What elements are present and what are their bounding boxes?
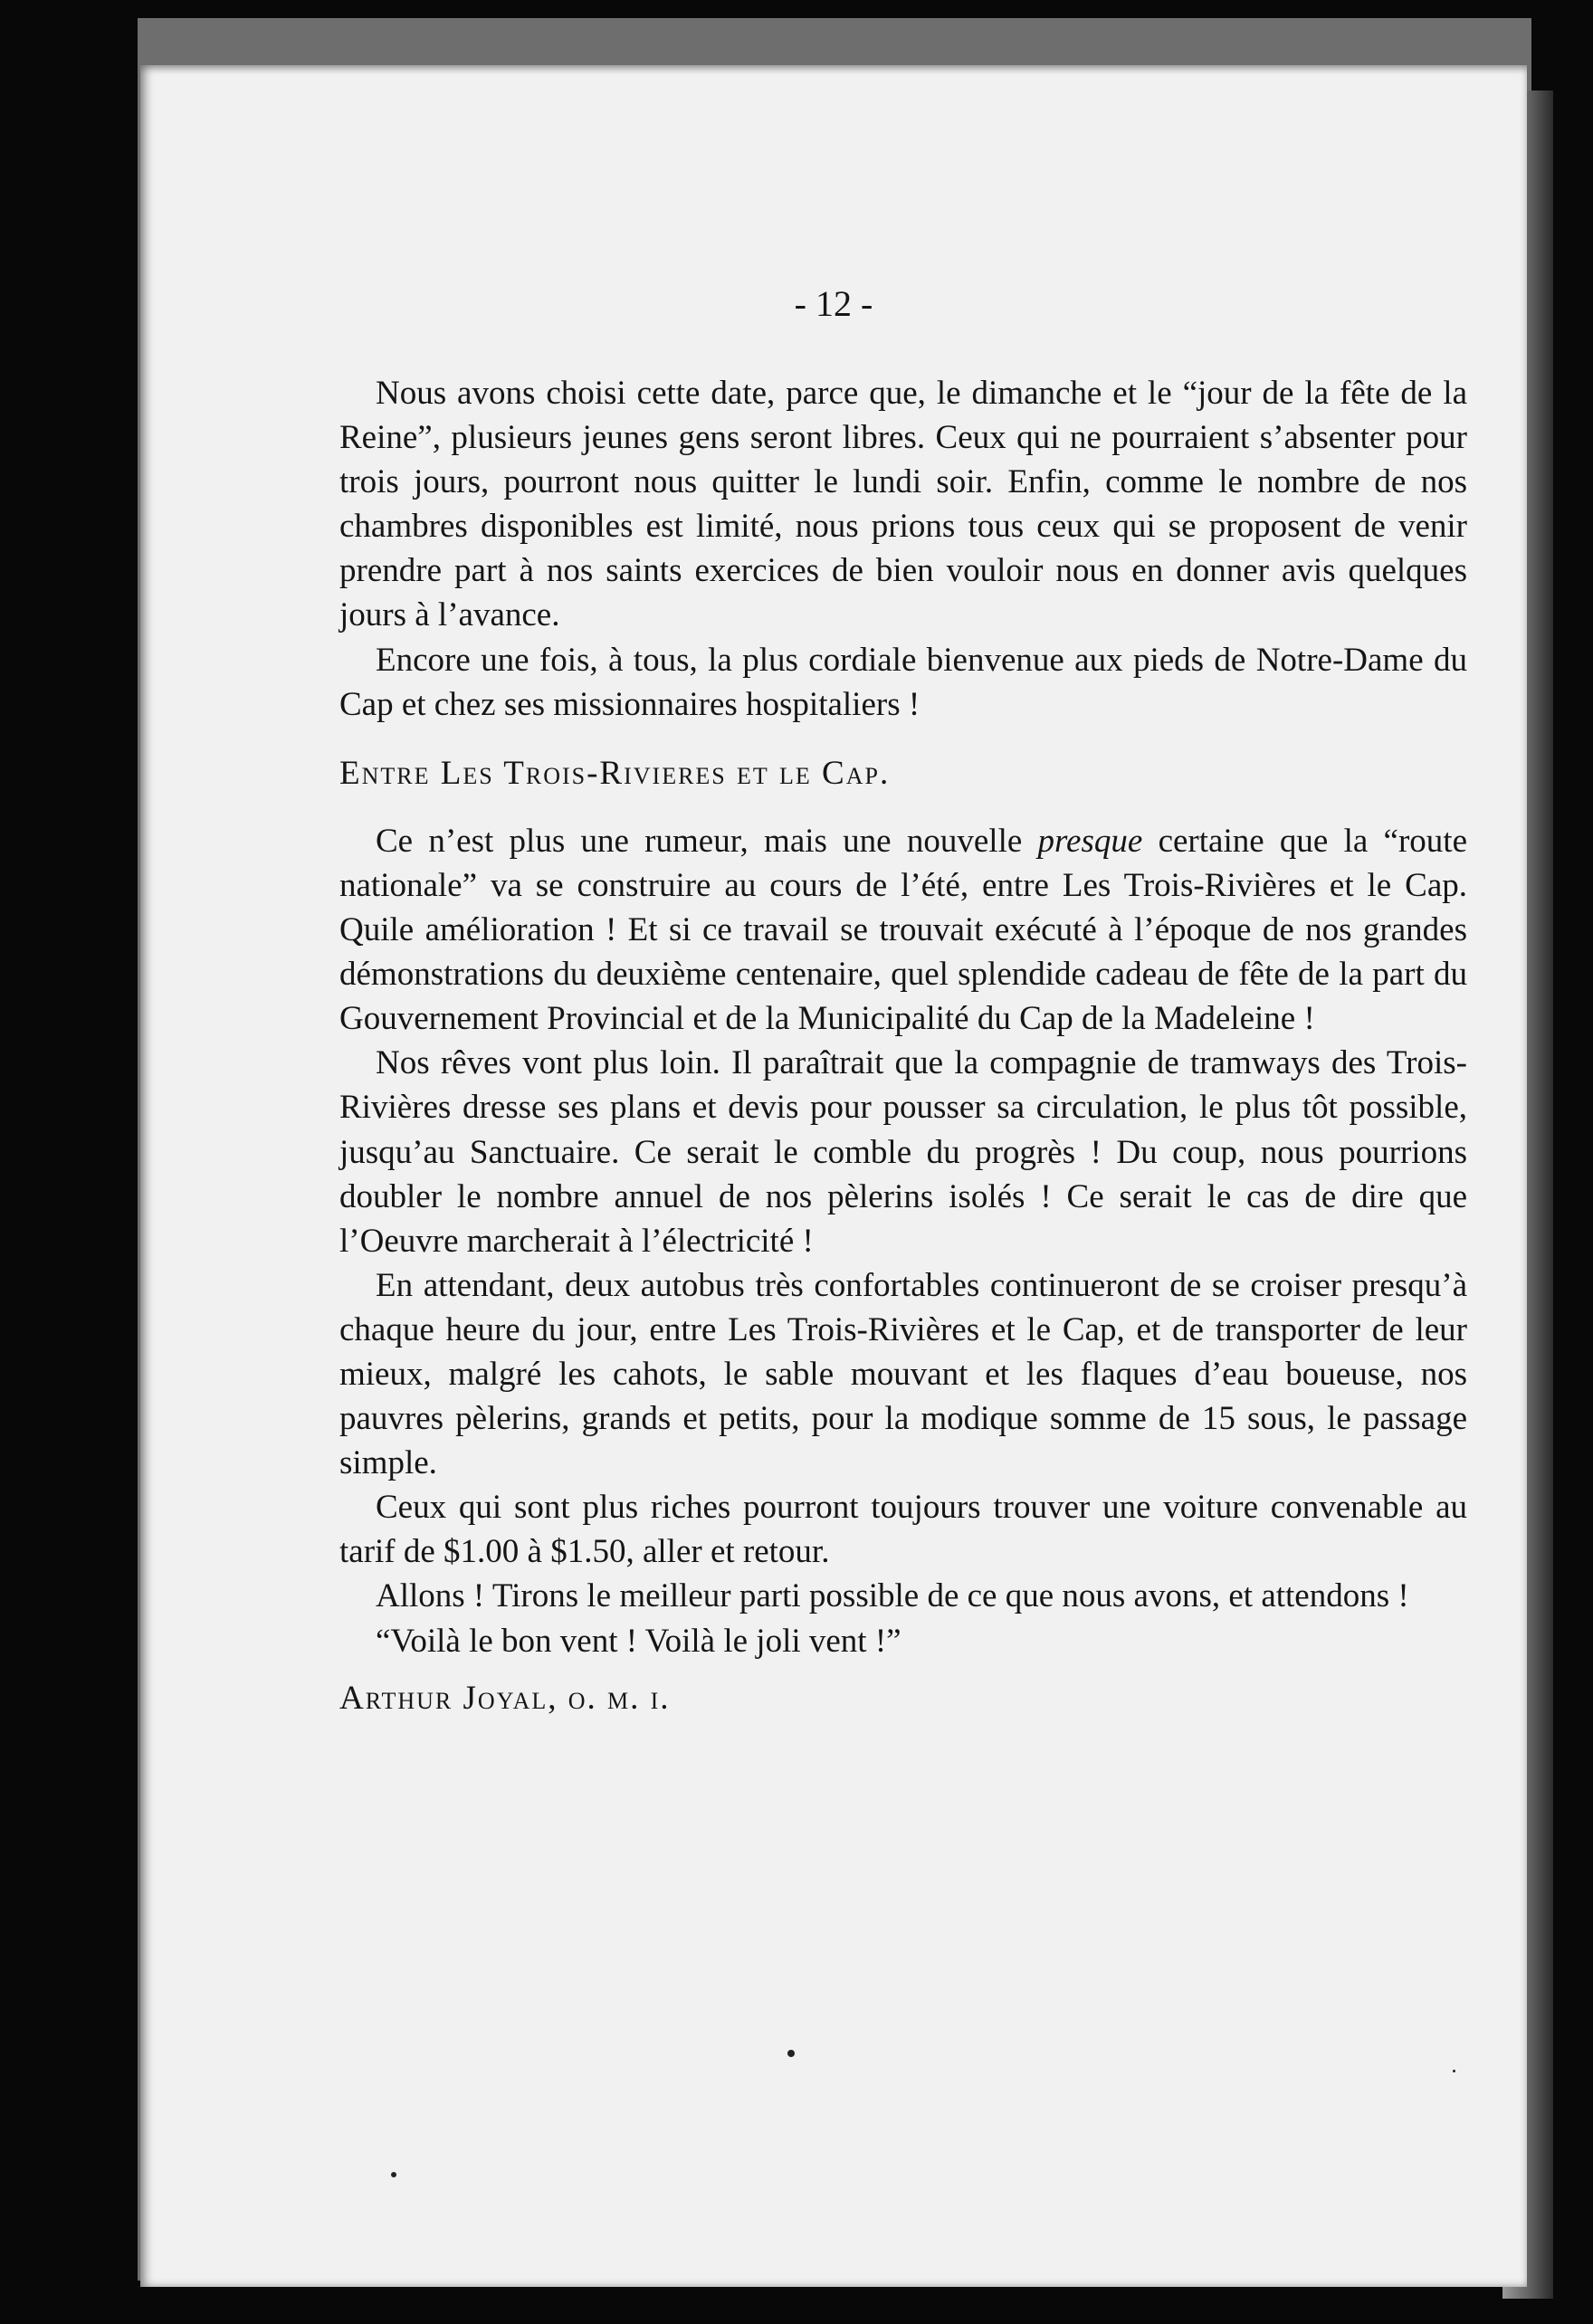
paragraph-national-road-text-2: certaine que la “route nationale” va se construire au cours de l’été, entre Les Trois-Rivières et le Cap. Quile amélioration ! Et si ce travail se trouvait exécuté à l’époque de nos grandes démonstrations du deuxième centenaire, quel splendide cadeau de fête de la part du Gouvernement Provincial et de la Municipalité du Cap de la Madeleine !	[339, 822, 1467, 1038]
page-body	[339, 371, 1467, 1720]
paragraph-autobus: En attendant, deux autobus très confortables continueront de se croiser presqu’à chaque heure du jour, entre Les Trois-Rivières et le Cap, et de transporter de leur mieux, malgré les cahots, le sable mouvant et les flaques d’eau boueuse, nos pauvres pèlerins, grands et petits, pour la modique somme de 15 sous, le passage simple.	[339, 1266, 1467, 1482]
author-signature: Arthur Joyal, o. m. i.	[339, 1679, 671, 1717]
emphasized-word: presque	[1037, 822, 1143, 860]
ink-speck	[1453, 2070, 1455, 2072]
ink-speck	[391, 2172, 396, 2177]
paragraph-national-road-text-1: Ce n’est plus une rumeur, mais une nouvelle	[376, 822, 1038, 860]
page-number: - 12 -	[794, 283, 873, 324]
section-heading: Entre Les Trois-Rivieres et le Cap.	[339, 754, 891, 792]
paragraph-quote: “Voilà le bon vent ! Voilà le joli vent !”	[376, 1622, 901, 1660]
paragraph-allons: Allons ! Tirons le meilleur parti possible de ce que nous avons, et attendons !	[376, 1577, 1409, 1615]
paragraph-welcome: Encore une fois, à tous, la plus cordiale bienvenue aux pieds de Notre-Dame du Cap et chez ses missionnaires hospitaliers !	[339, 641, 1467, 723]
ink-speck	[787, 2050, 795, 2057]
paragraph-voiture: Ceux qui sont plus riches pourront toujours trouver une voiture convenable au tarif de $1.00 à $1.50, aller et retour.	[339, 1489, 1467, 1571]
paragraph-retreat-date: Nous avons choisi cette date, parce que, le dimanche et le “jour de la fête de la Reine”, plusieurs jeunes gens seront libres. Ceux qui ne pourraient s’absenter pour trois jours, pourront nous quitter le lundi soir. Enfin, comme le nombre de nos chambres disponibles est limité, nous prions tous ceux qui se proposent de venir prendre part à nos saints exercices de bien vouloir nous en donner avis quelques jours à l’avance.	[339, 375, 1467, 634]
book-page	[140, 65, 1527, 2287]
paragraph-national-road	[339, 819, 1467, 1041]
paragraph-tramways: Nos rêves vont plus loin. Il paraîtrait que la compagnie de tramways des Trois-Rivières dresse ses plans et devis pour pousser sa circulation, le plus tôt possible, jusqu’au Sanctuaire. Ce serait le comble du progrès ! Du coup, nous pourrions doubler le nombre annuel de nos pèlerins isolés ! Ce serait le cas de dire que l’Oeuvre marcherait à l’électricité !	[339, 1044, 1467, 1260]
